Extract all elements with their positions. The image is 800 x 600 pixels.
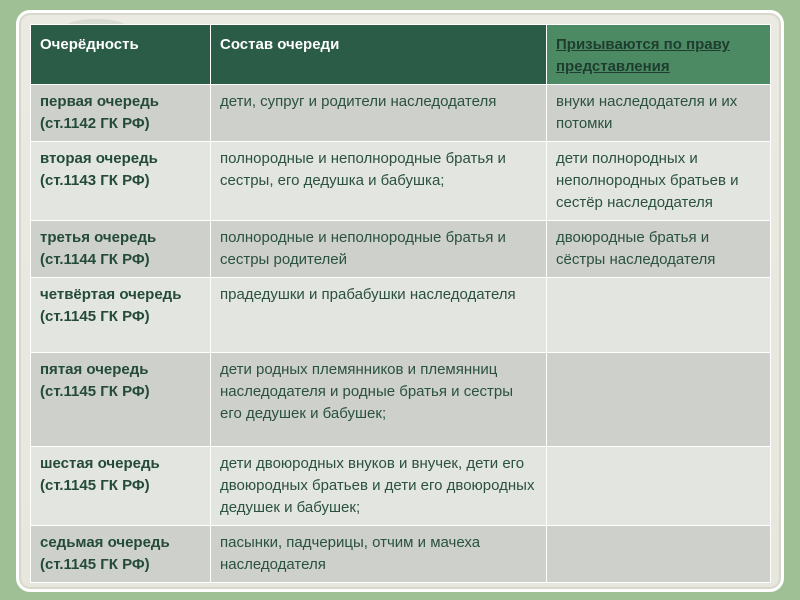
queue-cell [31, 353, 211, 447]
header-representation: Призываются по праву представления [547, 25, 771, 85]
queue-article: (ст.1145 ГК РФ) [40, 308, 150, 325]
queue-cell [31, 221, 211, 278]
queue-article: (ст.1145 ГК РФ) [40, 383, 150, 400]
header-order: Очерёдность [31, 25, 211, 85]
inheritance-table-container [30, 24, 770, 583]
queue-article: (ст.1143 ГК РФ) [40, 172, 150, 189]
representation-cell [547, 278, 771, 353]
representation-cell [547, 447, 771, 526]
queue-cell [31, 278, 211, 353]
table-row [31, 447, 771, 526]
table-row [31, 353, 771, 447]
representation-cell [547, 526, 771, 583]
queue-name: вторая очередь [40, 150, 158, 167]
table-row [31, 526, 771, 583]
table-row [31, 278, 771, 353]
representation-cell: двоюродные братья и сёстры наследодателя [547, 221, 771, 278]
queue-name: шестая очередь [40, 455, 160, 472]
queue-cell [31, 142, 211, 221]
representation-cell [547, 353, 771, 447]
queue-name: третья очередь [40, 229, 157, 246]
queue-article: (ст.1145 ГК РФ) [40, 556, 150, 573]
inheritance-order-table [30, 24, 771, 583]
queue-cell [31, 447, 211, 526]
queue-article: (ст.1144 ГК РФ) [40, 251, 150, 268]
queue-name: первая очередь [40, 93, 159, 110]
queue-cell [31, 526, 211, 583]
queue-article: (ст.1145 ГК РФ) [40, 477, 150, 494]
table-row [31, 85, 771, 142]
composition-cell: прадедушки и прабабушки наследодателя [211, 278, 547, 353]
representation-cell: внуки наследодателя и их потомки [547, 85, 771, 142]
table-row [31, 221, 771, 278]
composition-cell: дети двоюродных внуков и внучек, дети его двоюродных братьев и дети его двоюродных дедушек и бабушек; [211, 447, 547, 526]
queue-article: (ст.1142 ГК РФ) [40, 115, 150, 132]
queue-name: пятая очередь [40, 361, 149, 378]
composition-cell: дети, супруг и родители наследодателя [211, 85, 547, 142]
header-composition: Состав очереди [211, 25, 547, 85]
queue-cell [31, 85, 211, 142]
composition-cell: полнородные и неполнородные братья и сестры родителей [211, 221, 547, 278]
queue-name: четвёртая очередь [40, 286, 182, 303]
queue-name: седьмая очередь [40, 534, 170, 551]
representation-cell: дети полнородных и неполнородных братьев и сестёр наследодателя [547, 142, 771, 221]
table-header-row [31, 25, 771, 85]
composition-cell: дети родных племянников и племянниц наследодателя и родные братья и сестры его дедушек и бабушек; [211, 353, 547, 447]
composition-cell: полнородные и неполнородные братья и сестры, его дедушка и бабушка; [211, 142, 547, 221]
composition-cell: пасынки, падчерицы, отчим и мачеха наследодателя [211, 526, 547, 583]
table-row [31, 142, 771, 221]
